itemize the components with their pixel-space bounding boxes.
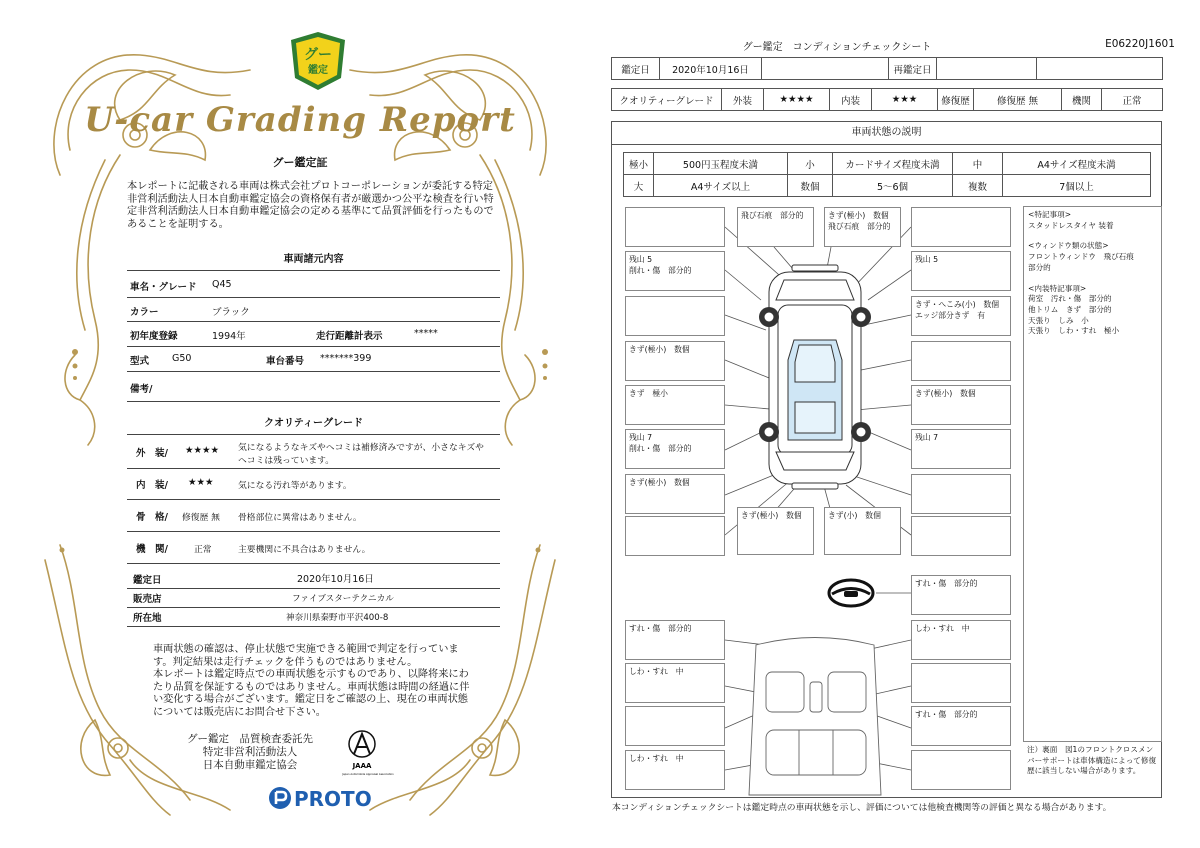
special-notes-box (1023, 206, 1162, 742)
engine-grade-value: 正常 (194, 545, 212, 555)
model-label: 型式 (130, 356, 150, 367)
odometer-label: 走行距離計表示 (316, 331, 383, 342)
condition-description-heading: 車両状態の説明 (611, 121, 1162, 145)
damage-size-legend (623, 152, 1151, 197)
interior-grade-stars: ★★★ (188, 477, 214, 488)
legend-xs-label: 極小 (624, 153, 654, 175)
frame-comment: 骨格部位に異常はありません。 (238, 513, 362, 523)
legend-l-value: A4サイズ以上 (654, 175, 788, 197)
legend-count-label: 数個 (788, 175, 833, 197)
legend-m-label: 中 (953, 153, 1003, 175)
engine-comment: 主要機関に不具合はありません。 (238, 545, 371, 555)
exterior-stars: ★★★★ (764, 89, 830, 111)
certificate-intro-text: 本レポートに記載される車両は株式会社プロトコーポレーションが委託する特定非営利活動法人日本自動車鑑定協会の資格保有者が厳選かつ公平な検査を行い特定非営利活動法人日本自動車鑑定協会の定める基準にて品質評価を行ったものであることを証明する。 (127, 181, 494, 230)
callout-dashboard: すれ・傷 部分的 (625, 620, 725, 660)
legend-s-value: カードサイズ程度未満 (833, 153, 953, 175)
issuer-line3: 日本自動車鑑定協会 (202, 759, 298, 771)
divider (127, 297, 500, 298)
exterior-comment-line2: ヘコミは残っています。 (238, 456, 335, 466)
callout-headliner: しわ・すれ 中 (911, 620, 1011, 660)
special-note-line: スタッドレスタイヤ 装着 (1028, 220, 1114, 230)
callout-passenger-seat (911, 663, 1011, 703)
special-notes-heading: <特記事項> (1028, 210, 1072, 219)
color-label: カラー (130, 307, 159, 318)
callout-left-front-fender (625, 296, 725, 336)
first-registration-value: 1994年 (212, 331, 246, 342)
interior-notes-heading: <内装特記事項> (1028, 283, 1087, 293)
certificate-subtitle: グー鑑定証 (272, 156, 328, 169)
svg-text:鑑定: 鑑定 (308, 65, 328, 76)
callout-front-left-tire: 残山 5 削れ・傷 部分的 (625, 251, 725, 291)
condition-check-sheet (606, 0, 1200, 848)
callout-front-bumper: 飛び石痕 部分的 (737, 207, 814, 247)
callout-right-front-fender: きず・へこみ(小) 数個 エッジ部分きず 有 (911, 296, 1011, 336)
callout-rear-left-bumper (625, 516, 725, 556)
callout-trunk-lid: きず(極小) 数個 (737, 507, 814, 555)
appraisal-date-value: 2020年10月16日 (660, 58, 762, 80)
callout-steering-wheel: すれ・傷 部分的 (911, 575, 1011, 615)
appraisal-date-label: 鑑定日 (133, 575, 162, 586)
sheet-title: グー鑑定 コンディションチェックシート (742, 42, 932, 53)
reappraisal-date-label: 再鑑定日 (889, 58, 937, 80)
reappraisal-date-value (937, 58, 1037, 80)
callout-right-front-door (911, 341, 1011, 381)
exterior-grade-stars: ★★★★ (185, 445, 220, 456)
issuer-line1: グー鑑定 品質検査委託先 (187, 733, 313, 745)
callout-bonnet: きず(極小) 数個 飛び石痕 部分的 (824, 207, 901, 247)
callout-front-right-tire: 残山 5 (911, 251, 1011, 291)
interior-note-line: 天張り しみ 小 (1028, 315, 1089, 325)
callout-rear-bumper: きず(小) 数個 (824, 507, 901, 555)
callout-rear-right-bumper (911, 516, 1011, 556)
interior-label: 内装 (830, 89, 872, 111)
address-label: 所在地 (133, 613, 162, 624)
engine-value: 正常 (1102, 89, 1163, 111)
appraisal-date-value: 2020年10月16日 (297, 574, 374, 585)
engine-label: 機関 (1062, 89, 1102, 111)
callout-left-front-door: きず(極小) 数個 (625, 341, 725, 381)
interior-grade-label: 内 装/ (136, 480, 168, 491)
car-name-label: 車名・グレード (130, 282, 197, 293)
legend-xs-value: 500円玉程度未満 (654, 153, 788, 175)
jaaa-emblem (338, 728, 398, 780)
window-notes-heading: <ウィンドウ類の状態> (1028, 241, 1109, 251)
sheet-code: E06220J1601 (1105, 38, 1175, 50)
callout-rear-right-tire: 残山 7 (911, 429, 1011, 469)
interior-note-line: 他トリム きず 部分的 (1028, 304, 1112, 314)
callout-right-rear-fender (911, 474, 1011, 514)
exterior-grade-label: 外 装/ (136, 448, 168, 459)
divider (127, 270, 500, 271)
quality-grade-label: クオリティーグレード (612, 89, 722, 111)
jaaa-subname: Japan Automobile Appraisal Association (342, 773, 394, 776)
appraisal-date-label: 鑑定日 (612, 58, 660, 80)
divider (127, 371, 500, 372)
frame-grade-value: 修復歴 無 (182, 513, 220, 523)
spec-heading: 車両諸元内容 (283, 254, 344, 265)
repair-history-label: 修復歴 (938, 89, 974, 111)
legend-l-label: 大 (624, 175, 654, 197)
legend-multi-label: 複数 (953, 175, 1003, 197)
callout-rear-seat-left: しわ・すれ 中 (625, 750, 725, 790)
repair-history-value: 修復歴 無 (974, 89, 1062, 111)
window-note-line: 部分的 (1028, 262, 1051, 272)
callout-left-rear-door: きず 極小 (625, 385, 725, 425)
first-registration-label: 初年度登録 (130, 331, 178, 342)
sheet-footer-disclaimer: 本コンディションチェックシートは鑑定時点の車両状態を示し、評価については他検査機関等の評価と異なる場合があります。 (612, 803, 1112, 813)
certificate-title: U-car Grading Report (84, 100, 516, 140)
goo-kantei-logo (287, 30, 349, 92)
proto-logo (266, 782, 376, 814)
divider (127, 626, 500, 627)
interior-comment: 気になる汚れ等があります。 (238, 481, 352, 491)
proto-logo-text: PROTO (294, 787, 372, 811)
divider (127, 321, 500, 322)
divider (127, 588, 500, 589)
reappraisal-date-blank (1037, 58, 1163, 80)
exterior-label: 外装 (722, 89, 764, 111)
odometer-value: ***** (414, 328, 438, 339)
dealer-label: 販売店 (133, 594, 162, 605)
interior-note-line: 荷室 汚れ・傷 部分的 (1028, 294, 1112, 304)
remarks-label: 備考/ (130, 384, 153, 395)
divider (127, 531, 500, 532)
appraisal-date-blank (762, 58, 889, 80)
divider (127, 607, 500, 608)
issuer-block (170, 733, 330, 772)
callout-rear-seat-right (911, 750, 1011, 790)
jaaa-name: JAAA (352, 762, 372, 770)
divider (127, 468, 500, 469)
callout-left-rear-fender: きず(極小) 数個 (625, 474, 725, 514)
callout-right-door-trim: すれ・傷 部分的 (911, 706, 1011, 746)
engine-grade-label: 機 関/ (136, 544, 168, 555)
legend-m-value: A4サイズ程度未満 (1003, 153, 1151, 175)
interior-note-line: 天張り しわ・すれ 極小 (1028, 326, 1120, 336)
callout-rear-left-tire: 残山 7 削れ・傷 部分的 (625, 429, 725, 469)
exterior-comment-line1: 気になるようなキズやヘコミは補修済みですが、小さなキズや (238, 443, 484, 453)
certificate-notes: 車両状態の確認は、停止状態で実施できる範囲で判定を行っています。判定結果は走行チェックを伴うものではありません。 本レポートは鑑定時点での車両状態を示すものであり、以降将来にわたり品質を保証するものではありません。車両状態は時間の経過に伴い変化する場合がございます。鑑定日をご確認の上、現在の車両状態については販売店にお問合せ下さい。 (153, 644, 470, 718)
color-value: ブラック (212, 307, 250, 318)
grade-heading: クオリティーグレード (264, 418, 363, 429)
frame-grade-label: 骨 格/ (136, 512, 168, 523)
callout-right-rear-door: きず(極小) 数個 (911, 385, 1011, 425)
divider (127, 401, 500, 402)
legend-s-label: 小 (788, 153, 833, 175)
legend-count-value: 5～6個 (833, 175, 953, 197)
callout-front-right-bumper (911, 207, 1011, 247)
svg-text:グー: グー (304, 47, 332, 63)
interior-stars: ★★★ (872, 89, 938, 111)
chassis-number-label: 車台番号 (266, 356, 305, 367)
callout-driver-seat: しわ・すれ 中 (625, 663, 725, 703)
dealer-value: ファイブスターテクニカル (292, 594, 394, 604)
issuer-line2: 特定非営利活動法人 (202, 746, 298, 758)
window-note-line: フロントウィンドウ 飛び石痕 (1028, 252, 1134, 262)
callout-front-left-bumper (625, 207, 725, 247)
address-value: 神奈川県秦野市平沢400-8 (286, 613, 389, 623)
quality-grade-table (611, 88, 1163, 111)
cross-member-footnote: 注）裏面 図1のフロントクロスメンバーサポートは車体構造によって修復歴に該当しない場合があります。 (1027, 745, 1157, 776)
chassis-number-value: *******399 (320, 353, 372, 364)
callout-left-door-trim (625, 706, 725, 746)
divider (127, 434, 500, 435)
divider (127, 346, 500, 347)
car-name-value: Q45 (212, 279, 232, 290)
legend-multi-value: 7個以上 (1003, 175, 1151, 197)
model-value: G50 (172, 353, 192, 364)
divider (127, 563, 500, 564)
appraisal-date-table (611, 57, 1163, 80)
divider (127, 499, 500, 500)
